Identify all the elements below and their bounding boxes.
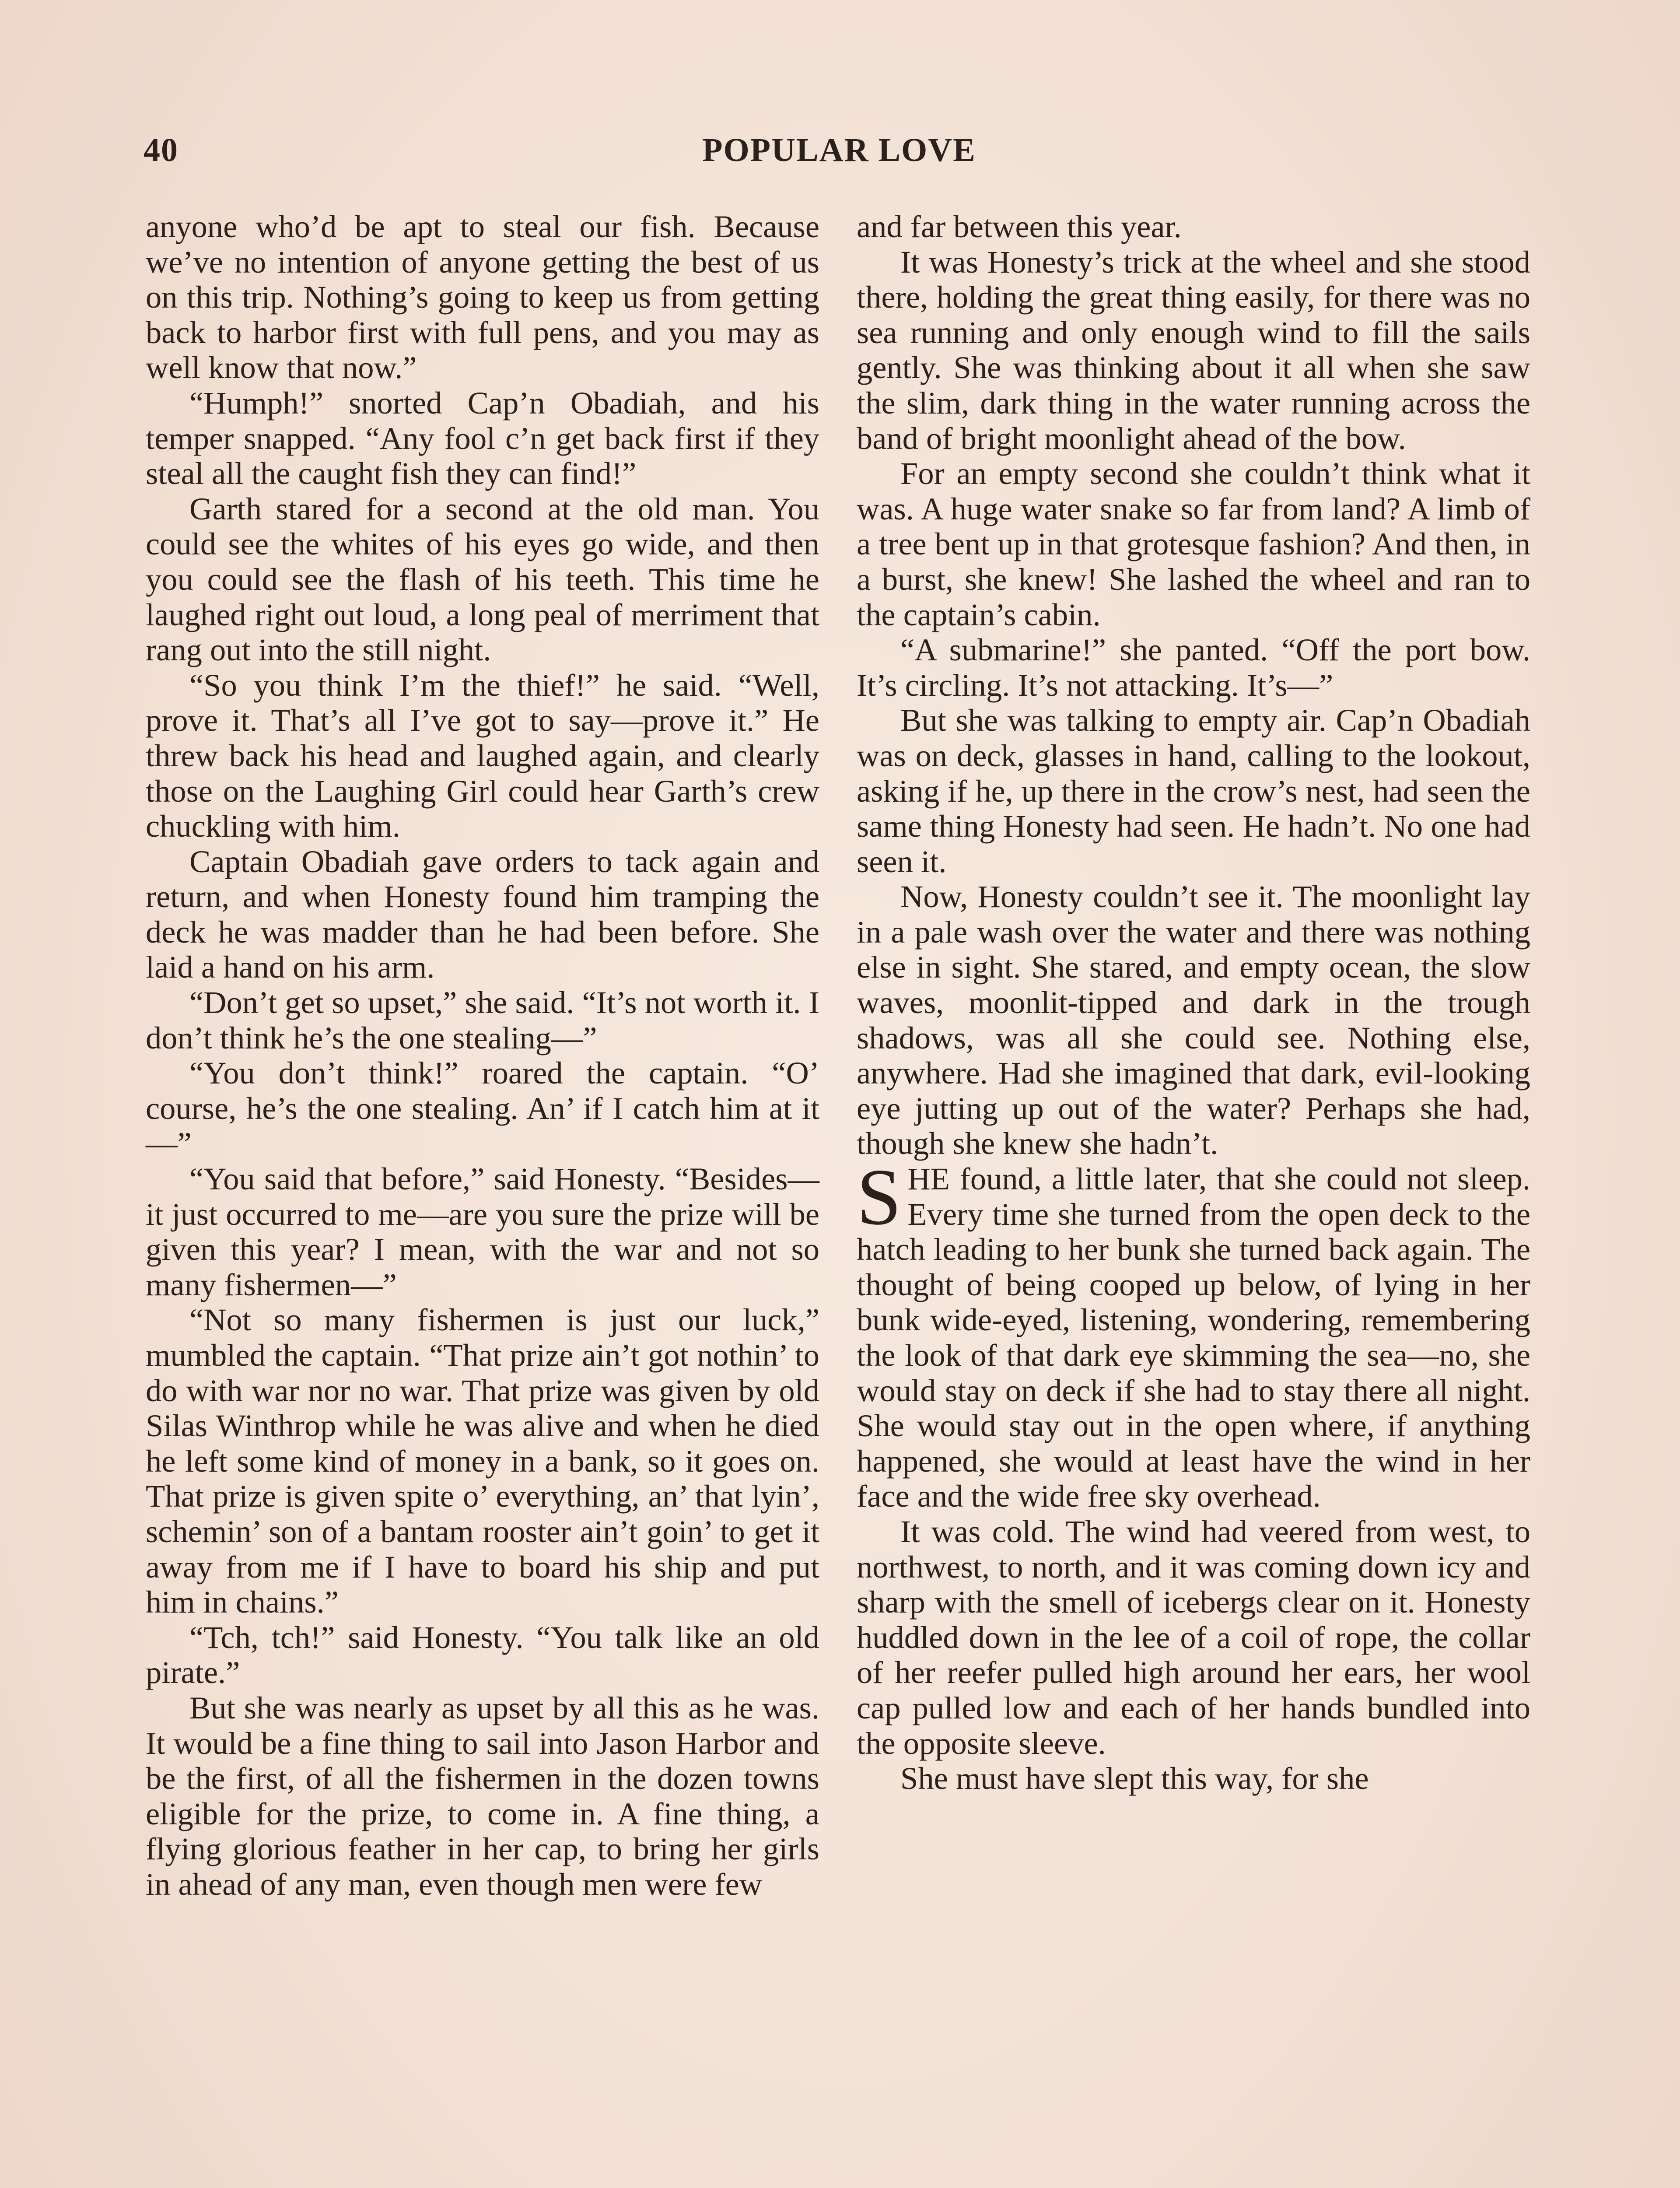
paragraph: She must have slept this way, for she [900, 1760, 1369, 1796]
paragraph: For an empty second she couldn’t think what it was. A huge water snake so far from land? A limb of a tree bent up in that grotesque fashion? And then, in a burst, she knew! She lashed the wheel and ran to the captain’s cabin. [857, 456, 1530, 632]
paragraph-text: HE found, a little later, that she could not sleep. Every time she turned from the open deck to the hatch leading to her bunk she turned back again. The thought of being cooped up below, of lying in her bunk wide-eyed, listening, wondering, remembering the look of that dark eye skimming the sea—no, she would stay on deck if she had to stay there all night. She would stay out in the open where, if anything happened, she would at least have the wind in her face and the wide free sky overhead. [857, 1161, 1530, 1514]
page-number: 40 [144, 132, 178, 168]
paragraph: “Humph!” snorted Cap’n Obadiah, and his temper snapped. “Any fool c’n get back first if they steal all the caught fish they can find!” [146, 385, 819, 491]
paragraph: Captain Obadiah gave orders to tack again and return, and when Honesty found him tramping the deck he was madder than he had been before. She laid a hand on his arm. [146, 843, 819, 985]
paragraph: “Don’t get so upset,” she said. “It’s not worth it. I don’t think he’s the one stealing—” [146, 985, 819, 1055]
paragraph: Garth stared for a second at the old man. You could see the whites of his eyes go wide, and then you could see the flash of his teeth. This time he laughed right out loud, a long peal of merriment that rang out into the still night. [146, 491, 819, 668]
paragraph: But she was nearly as upset by all this as he was. It would be a fine thing to sail into Jason Harbor and be the first, of all the fishermen in the dozen towns eligible for the prize, to come in. A fine thing, a flying glorious feather in her cap, to bring her girls in ahead of any man, even though men were few [146, 1690, 819, 1902]
right-column [857, 209, 1530, 1796]
paragraph: “Tch, tch!” said Honesty. “You talk like an old pirate.” [146, 1619, 819, 1690]
paragraph: But she was talking to empty air. Cap’n Obadiah was on deck, glasses in hand, calling to the lookout, asking if he, up there in the crow’s nest, had seen the same thing Honesty had seen. He hadn’t. No one had seen it. [857, 702, 1530, 879]
paragraph: “Not so many fishermen is just our luck,” mumbled the captain. “That prize ain’t got nothin’ to do with war nor no war. That prize was given by old Silas Winthrop while he was alive and when he died he left some kind of money in a bank, so it goes on. That prize is given spite o’ everything, an’ that lyin’, schemin’ son of a bantam rooster ain’t goin’ to get it away from me if I have to board his ship and put him in chains.” [146, 1302, 819, 1620]
paragraph: and far between this year. [857, 209, 1182, 244]
left-column [146, 209, 819, 1902]
running-head [144, 131, 1535, 179]
magazine-title: POPULAR LOVE [702, 132, 976, 168]
paragraph: “You don’t think!” roared the captain. “O’ course, he’s the one stealing. An’ if I catch him at it—” [146, 1055, 819, 1161]
paragraph: It was cold. The wind had veered from west, to northwest, to north, and it was coming down icy and sharp with the smell of icebergs clear on it. Honesty huddled down in the lee of a coil of rope, the collar of her reefer pulled high around her ears, her wool cap pulled low and each of her hands bundled into the opposite sleeve. [857, 1513, 1530, 1761]
paragraph: “You said that before,” said Honesty. “Besides—it just occurred to me—are you sure the prize will be given this year? I mean, with the war and not so many fishermen—” [146, 1161, 819, 1302]
paragraph: “So you think I’m the thief!” he said. “Well, prove it. That’s all I’ve got to say—prove it.” He threw back his head and laughed again, and clearly those on the Laughing Girl could hear Garth’s crew chuckling with him. [146, 667, 819, 844]
section-break-paragraph [857, 1152, 1530, 1514]
drop-cap: S [857, 1152, 902, 1242]
paragraph: It was Honesty’s trick at the wheel and she stood there, holding the great thing easily, for there was no sea running and only enough wind to fill the sails gently. She was thinking about it all when she saw the slim, dark thing in the water running across the band of bright moonlight ahead of the bow. [857, 244, 1530, 456]
paragraph: anyone who’d be apt to steal our fish. Because we’ve no intention of anyone getting the best of us on this trip. Nothing’s going to keep us from getting back to harbor first with full pens, and you may as well know that now.” [146, 209, 819, 386]
paragraph: “A submarine!” she panted. “Off the port bow. It’s circling. It’s not attacking. It’s—” [857, 632, 1530, 703]
paragraph: Now, Honesty couldn’t see it. The moonlight lay in a pale wash over the water and there was nothing else in sight. She stared, and empty ocean, the slow waves, moonlit-tipped and dark in the trough shadows, was all she could see. Nothing else, anywhere. Had she imagined that dark, evil-looking eye jutting up out of the water? Perhaps she had, though she knew she hadn’t. [857, 879, 1530, 1161]
